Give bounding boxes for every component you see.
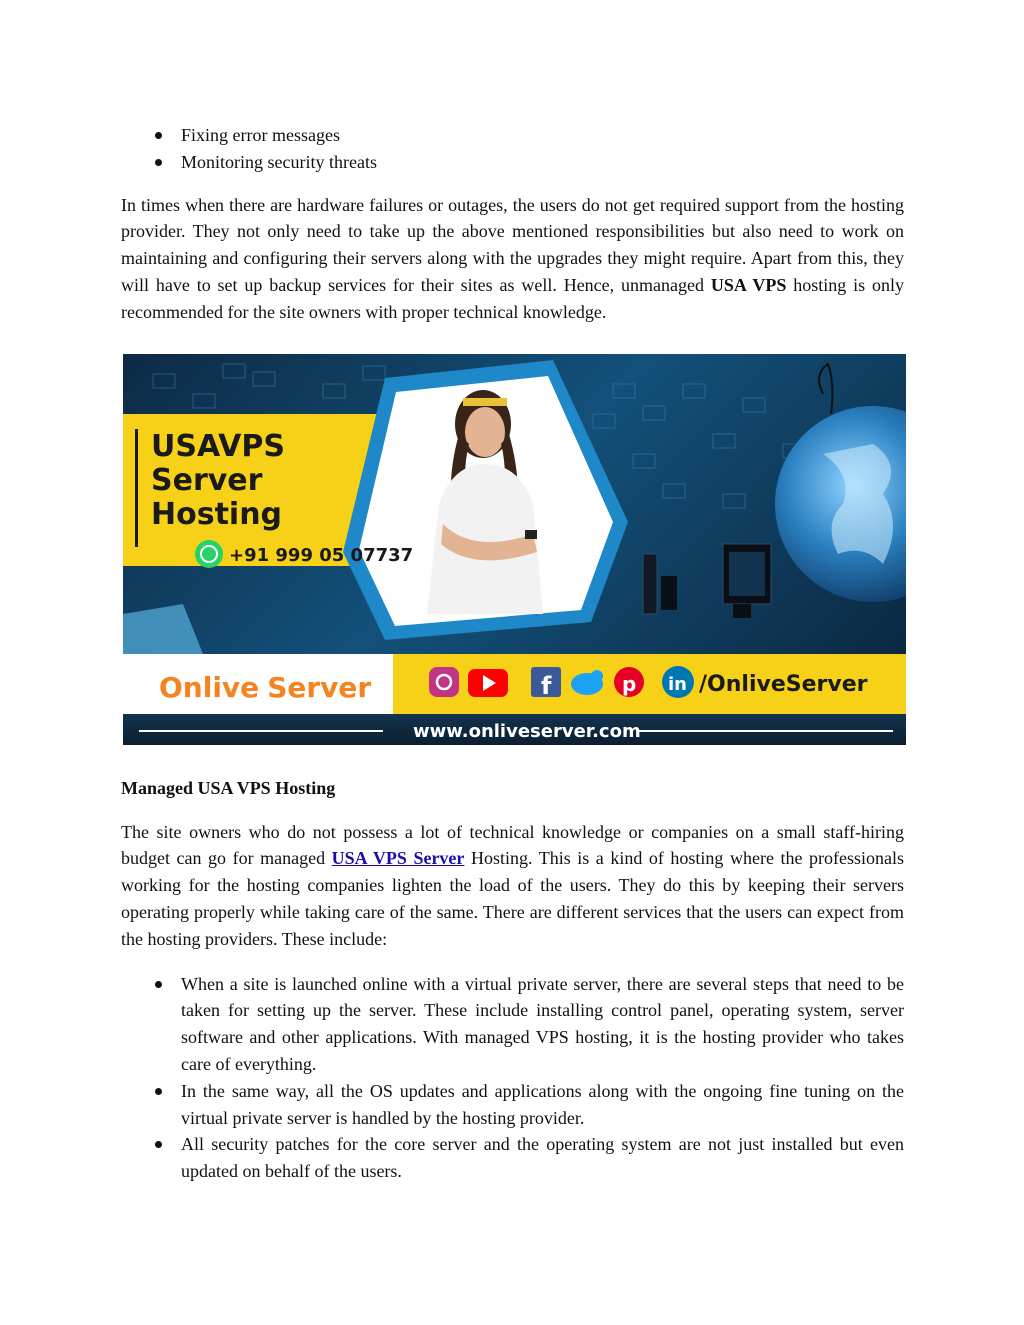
website-url: www.onliveserver.com — [413, 720, 641, 742]
instagram-icon — [429, 667, 459, 697]
hosting-banner-image — [123, 354, 906, 745]
managed-hosting-paragraph — [121, 819, 904, 953]
paragraph-text-end: Hosting. This is a kind of hosting where the professionals working for the hosting companies lighten the load of the users. They do this by keeping their servers operating properly while taking care of the same. There are different services that the users can expect from the hosting providers. These include: — [121, 848, 904, 949]
intro-text: In times when there are hardware failures or outages, the users do not get required support from the hosting provider. They not only need to take up the above mentioned responsibilities but also need to work on maintaining and configuring their servers along with the upgrades they might require. Apart from this, they will have to set up backup services for their sites as well. Hence, unmanaged — [121, 194, 904, 295]
linkedin-icon — [662, 666, 694, 698]
banner-graphic — [123, 354, 906, 745]
svg-text:in: in — [668, 673, 687, 695]
youtube-icon — [468, 669, 508, 697]
banner-title-usa: USA — [151, 428, 219, 464]
banner-title-server: Server — [151, 462, 263, 498]
svg-text:p: p — [622, 671, 637, 696]
computer-graphic — [643, 544, 771, 618]
list-item: Monitoring security threats — [121, 149, 904, 176]
usa-vps-server-link[interactable]: USA VPS Server — [331, 848, 465, 869]
list-item: Fixing error messages — [121, 122, 904, 149]
banner-title-vps: VPS — [218, 428, 285, 464]
pinterest-icon — [614, 667, 644, 697]
top-bullet-list — [121, 122, 904, 176]
social-handle: /OnliveServer — [699, 671, 868, 697]
facebook-icon — [531, 667, 561, 700]
onlive-server-logo: Onlive Server — [159, 670, 372, 704]
banner-title-hosting: Hosting — [151, 496, 283, 532]
paragraph-text: The site owners who do not possess a lot of technical knowledge or companies on a small staff-hiring budget can go for managed — [121, 821, 904, 869]
list-item: When a site is launched online with a virtual private server, there are several steps that need to be taken for setting up the server. These include installing control panel, operating system, server software and other applications. With managed VPS hosting, it is the hosting provider who takes care of everything. — [121, 971, 904, 1078]
list-item: In the same way, all the OS updates and applications along with the ongoing fine tuning on the virtual private server is handled by the hosting provider. — [121, 1078, 904, 1132]
svg-text:USAVPS — [151, 429, 285, 464]
svg-text:f: f — [541, 671, 552, 700]
intro-text-end: hosting is only recommended for the site owners with proper technical knowledge. — [121, 274, 904, 322]
intro-paragraph — [121, 192, 904, 326]
document-page — [121, 120, 904, 1185]
intro-bold-text: USA VPS — [710, 274, 787, 295]
list-item: All security patches for the core server and the operating system are not just installed but even updated on behalf of the users. — [121, 1131, 904, 1185]
section-heading: Managed USA VPS Hosting — [121, 777, 336, 798]
banner-phone: +91 999 05 07737 — [229, 544, 414, 566]
services-bullet-list — [121, 971, 904, 1185]
whatsapp-icon — [195, 540, 223, 568]
